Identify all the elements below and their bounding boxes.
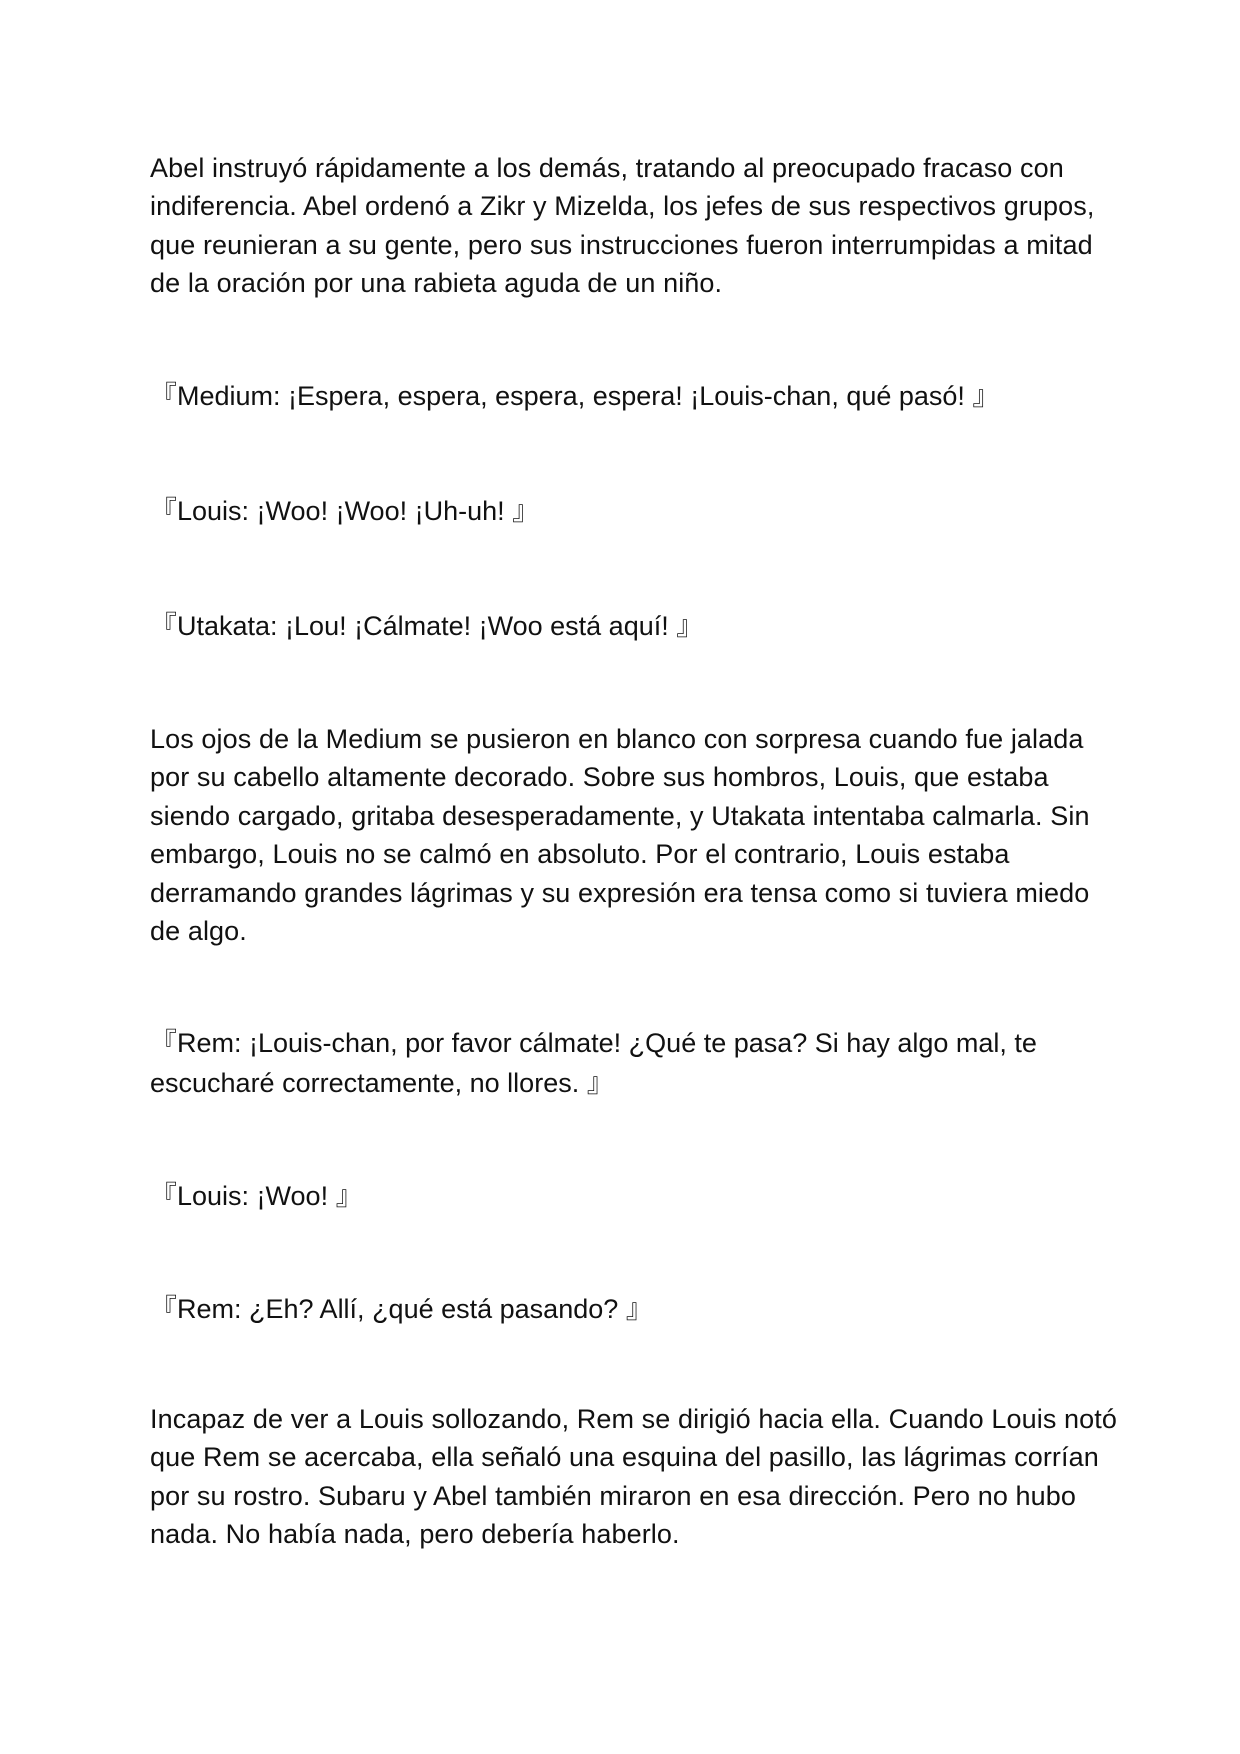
text-line: Abel instruyó rápidamente a los demás, tratando al preocupado fracaso con	[150, 153, 1064, 183]
dialogue-rem-2: 『Rem: ¿Eh? Allí, ¿qué está pasando? 』	[150, 1294, 653, 1324]
dialogue-medium: 『Medium: ¡Espera, espera, espera, espera! ¡Louis-chan, qué pasó! 』	[150, 381, 1000, 411]
text-line: Los ojos de la Medium se pusieron en blanco con sorpresa cuando fue jalada	[150, 724, 1084, 754]
text-line: de algo.	[150, 916, 247, 947]
text-line: por su cabello altamente decorado. Sobre sus hombros, Louis, que estaba	[150, 762, 1049, 793]
dialogue-louis-2: 『Louis: ¡Woo! 』	[150, 1181, 363, 1211]
text-line: derramando grandes lágrimas y su expresión era tensa como si tuviera miedo	[150, 877, 1090, 908]
paragraph-medium-eyes	[150, 720, 1090, 950]
text-line: que Rem se acercaba, ella señaló una esquina del pasillo, las lágrimas corrían	[150, 1442, 1099, 1473]
dialogue-louis-1: 『Louis: ¡Woo! ¡Woo! ¡Uh-uh! 』	[150, 496, 540, 526]
paragraph-rem-approaches	[150, 1400, 1117, 1554]
text-line: nada. No había nada, pero debería haberlo.	[150, 1519, 680, 1550]
dialogue-rem-1-line1: 『Rem: ¡Louis-chan, por favor cálmate! ¿Qué te pasa? Si hay algo mal, te	[150, 1028, 1037, 1058]
text-line: Incapaz de ver a Louis sollozando, Rem se dirigió hacia ella. Cuando Louis notó	[150, 1404, 1117, 1434]
dialogue-rem-1-line2: escucharé correctamente, no llores. 』	[150, 1068, 614, 1098]
text-line: que reunieran a su gente, pero sus instrucciones fueron interrumpidas a mitad	[150, 229, 1093, 260]
dialogue-utakata: 『Utakata: ¡Lou! ¡Cálmate! ¡Woo está aquí! 』	[150, 611, 704, 641]
text-line: por su rostro. Subaru y Abel también miraron en esa dirección. Pero no hubo	[150, 1480, 1077, 1511]
text-line: indiferencia. Abel ordenó a Zikr y Mizelda, los jefes de sus respectivos grupos,	[150, 191, 1095, 222]
text-line: de la oración por una rabieta aguda de un niño.	[150, 268, 723, 299]
text-line: embargo, Louis no se calmó en absoluto. Por el contrario, Louis estaba	[150, 839, 1010, 870]
paragraph-abel-instructions	[150, 149, 1095, 303]
text-line: siendo cargado, gritaba desesperadamente, y Utakata intentaba calmarla. Sin	[150, 800, 1090, 831]
